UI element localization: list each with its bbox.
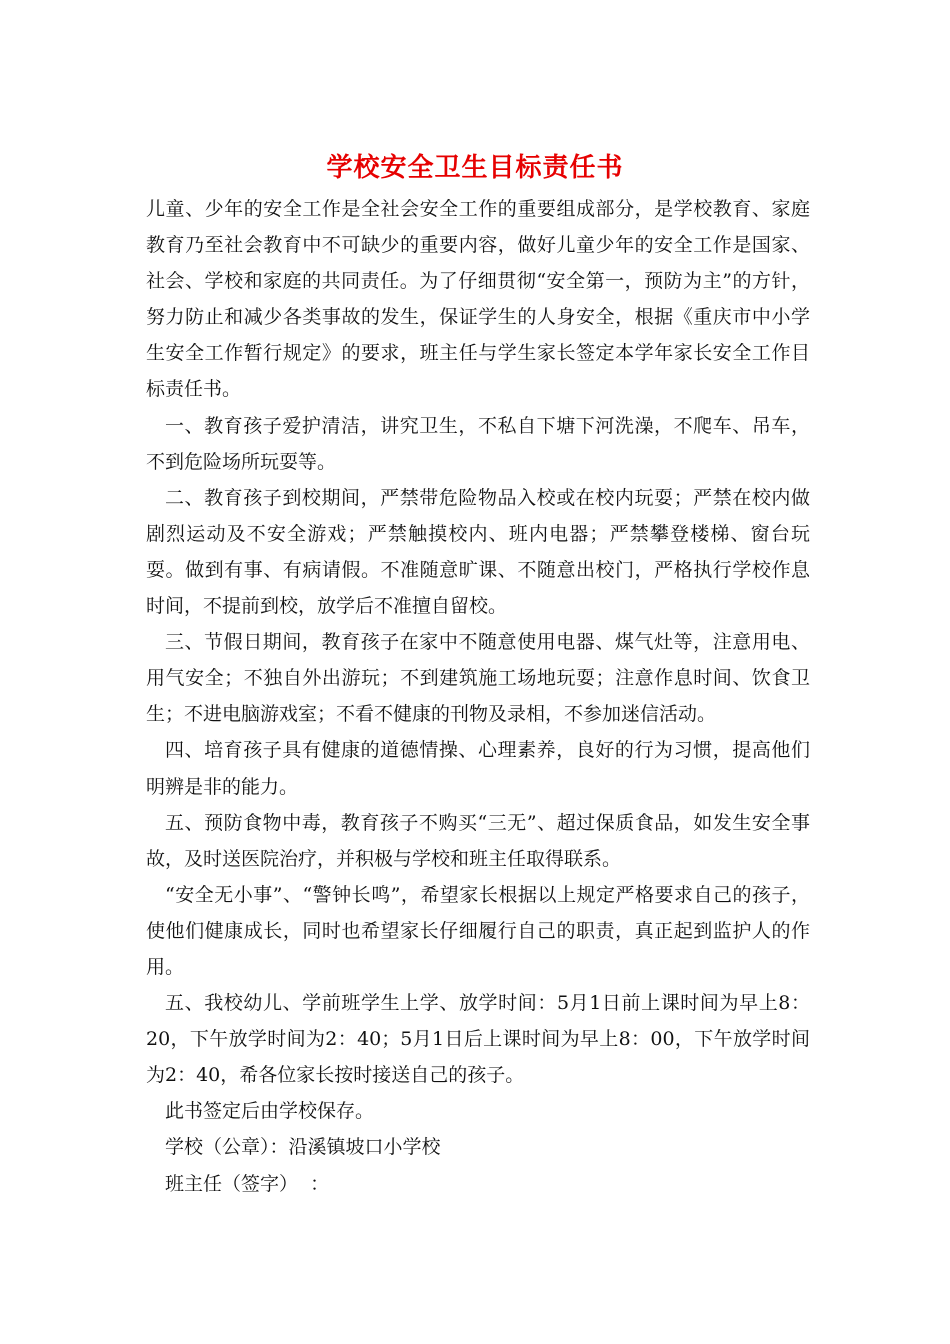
intro-paragraph: 儿童、少年的安全工作是全社会安全工作的重要组成部分，是学校教育、家庭教育乃至社会教育中不可缺少的重要内容，做好儿童少年的安全工作是国家、社会、学校和家庭的共同责任。为了仔细贯彻“安全第一，预防为主”的方针，努力防止和减少各类事故的发生，保证学生的人身安全，根据《重庆市中小学生安全工作暂行规定》的要求，班主任与学生家长签定本学年家长安全工作目标责任书。 — [146, 198, 810, 401]
document-body — [146, 191, 810, 1202]
rule-4-paragraph: 四、培育孩子具有健康的道德情操、心理素养，良好的行为习惯，提高他们明辨是非的能力。 — [146, 739, 810, 798]
teacher-signature-line: 班主任（签字） ： — [165, 1172, 330, 1195]
storage-note: 此书签定后由学校保存。 — [165, 1100, 375, 1123]
rule-1-paragraph: 一、教育孩子爱护清洁，讲究卫生，不私自下塘下河洗澡，不爬车、吊车，不到危险场所玩耍等。 — [146, 414, 810, 473]
rule-2-paragraph: 二、教育孩子到校期间，严禁带危险物品入校或在校内玩耍；严禁在校内做剧烈运动及不安全游戏；严禁触摸校内、班内电器；严禁攀登楼梯、窗台玩耍。做到有事、有病请假。不准随意旷课、不随意出校门，严格执行学校作息时间，不提前到校，放学后不准擅自留校。 — [146, 486, 810, 618]
rule-5-paragraph: 五、预防食物中毒，教育孩子不购买“三无”、超过保质食品，如发生安全事故，及时送医院治疗，并积极与学校和班主任取得联系。 — [146, 811, 810, 870]
rule-3-paragraph: 三、节假日期间，教育孩子在家中不随意使用电器、煤气灶等，注意用电、用气安全；不独自外出游玩；不到建筑施工场地玩耍；注意作息时间、饮食卫生；不进电脑游戏室；不看不健康的刊物及录相，不参加迷信活动。 — [146, 631, 810, 726]
schedule-paragraph: 五、我校幼儿、学前班学生上学、放学时间：5月1日前上课时间为早上8：20，下午放学时间为2：40；5月1日后上课时间为早上8：00，下午放学时间为2：40，希各位家长按时接送自己的孩子。 — [146, 992, 810, 1087]
document-title: 学校安全卫生目标责任书 — [326, 153, 624, 183]
slogan-paragraph: “安全无小事”、“警钟长鸣”，希望家长根据以上规定严格要求自己的孩子，使他们健康成长，同时也希望家长仔细履行自己的职责，真正起到监护人的作用。 — [146, 883, 810, 978]
school-seal-line: 学校（公章）：沿溪镇坡口小学校 — [165, 1136, 441, 1159]
